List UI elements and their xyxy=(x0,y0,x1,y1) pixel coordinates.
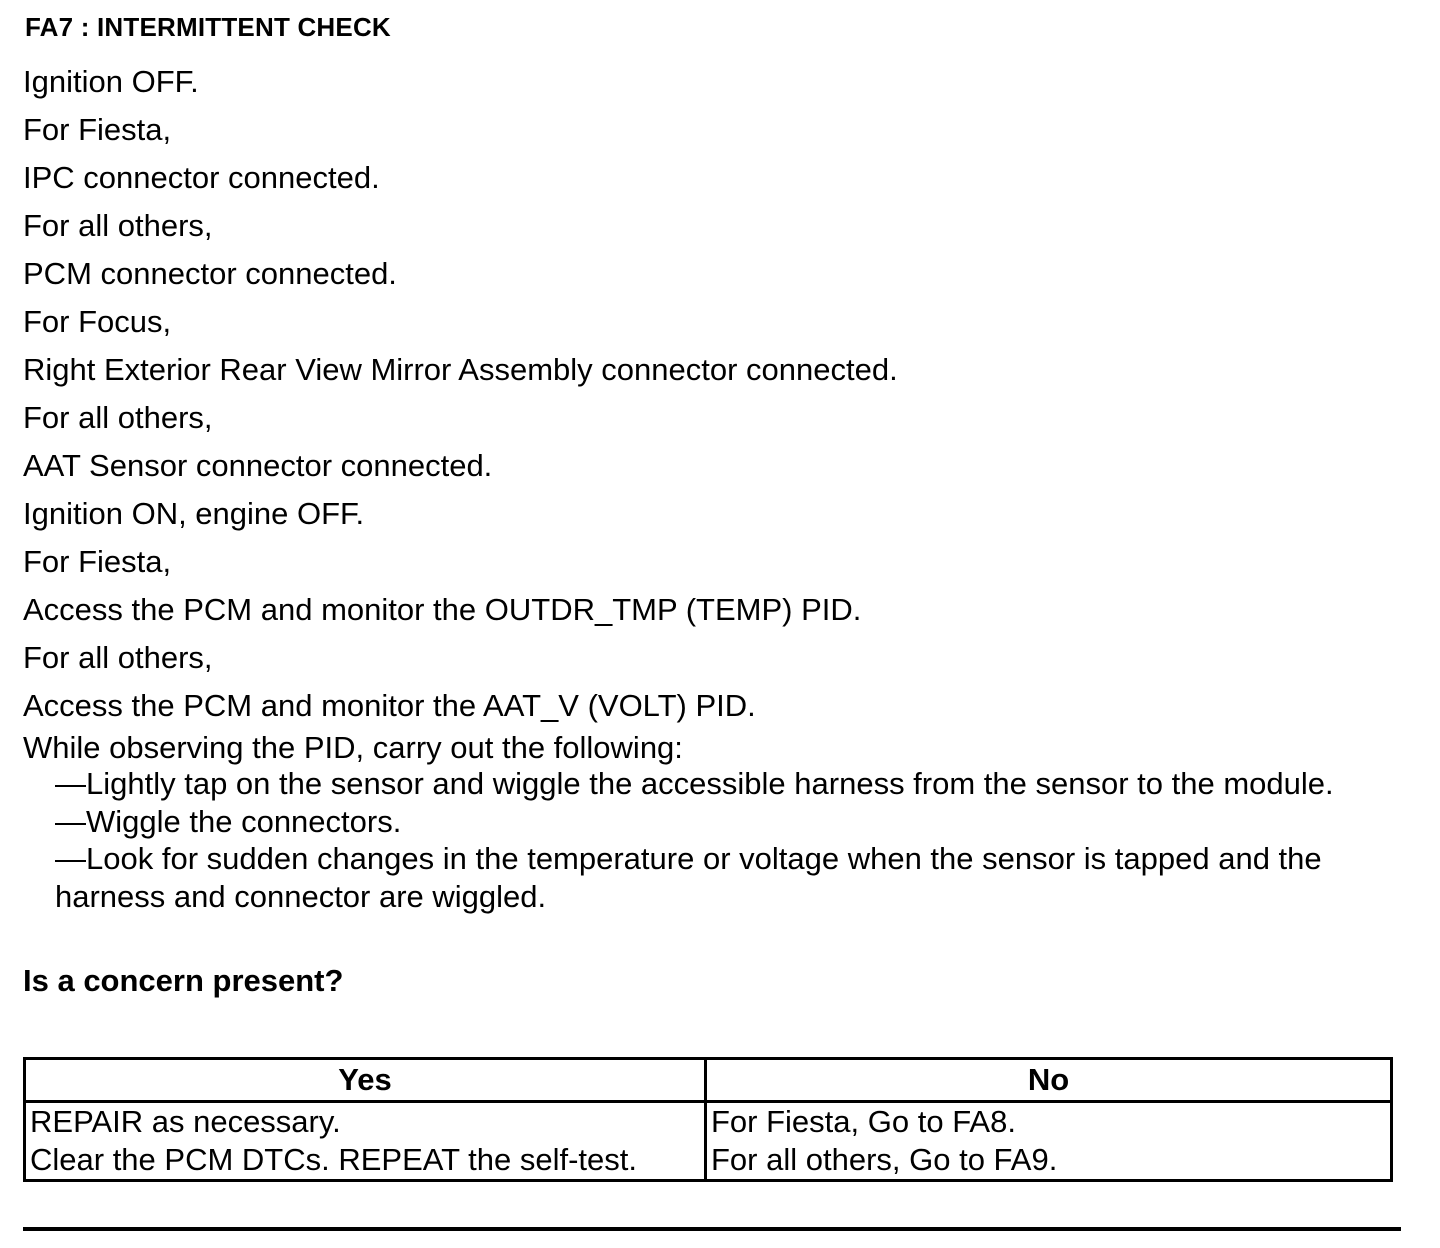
observe-bullet: —Lightly tap on the sensor and wiggle the accessible harness from the sensor to the module. xyxy=(55,766,1334,801)
step-line: Access the PCM and monitor the AAT_V (VOLT) PID. xyxy=(23,688,756,723)
step-line: Right Exterior Rear View Mirror Assembly connector connected. xyxy=(23,352,898,387)
step-list xyxy=(23,58,898,730)
no-line: For Fiesta, Go to FA8. xyxy=(711,1104,1016,1139)
step-line: For all others, xyxy=(23,640,213,675)
page-title: FA7 : INTERMITTENT CHECK xyxy=(25,12,391,42)
step-line: For Fiesta, xyxy=(23,112,172,147)
table-header-row xyxy=(25,1059,1392,1102)
observe-bullet: —Look for sudden changes in the temperature or voltage when the sensor is tapped and the harness and connector are wiggled. xyxy=(55,841,1322,914)
step-line: Access the PCM and monitor the OUTDR_TMP (TEMP) PID. xyxy=(23,592,862,627)
observe-bullet-list xyxy=(23,765,1395,915)
step-line: For all others, xyxy=(23,208,213,243)
no-header: No xyxy=(706,1059,1392,1102)
bottom-divider xyxy=(23,1227,1401,1231)
yes-line: Clear the PCM DTCs. REPEAT the self-test. xyxy=(30,1142,637,1177)
no-cell xyxy=(706,1102,1392,1181)
step-line: AAT Sensor connector connected. xyxy=(23,448,493,483)
step-line: Ignition OFF. xyxy=(23,64,199,99)
observe-section xyxy=(23,731,1395,915)
no-line: For all others, Go to FA9. xyxy=(711,1142,1058,1177)
yes-cell xyxy=(25,1102,706,1181)
concern-question: Is a concern present? xyxy=(23,963,344,998)
step-line: For all others, xyxy=(23,400,213,435)
step-line: Ignition ON, engine OFF. xyxy=(23,496,365,531)
table-row xyxy=(25,1102,1392,1181)
observe-intro: While observing the PID, carry out the following: xyxy=(23,730,683,765)
yes-header: Yes xyxy=(25,1059,706,1102)
step-line: For Fiesta, xyxy=(23,544,172,579)
result-table xyxy=(23,1057,1393,1182)
observe-bullet: —Wiggle the connectors. xyxy=(55,803,402,839)
yes-line: REPAIR as necessary. xyxy=(30,1104,341,1139)
step-line: PCM connector connected. xyxy=(23,256,397,291)
step-line: For Focus, xyxy=(23,304,172,339)
step-line: IPC connector connected. xyxy=(23,160,380,195)
